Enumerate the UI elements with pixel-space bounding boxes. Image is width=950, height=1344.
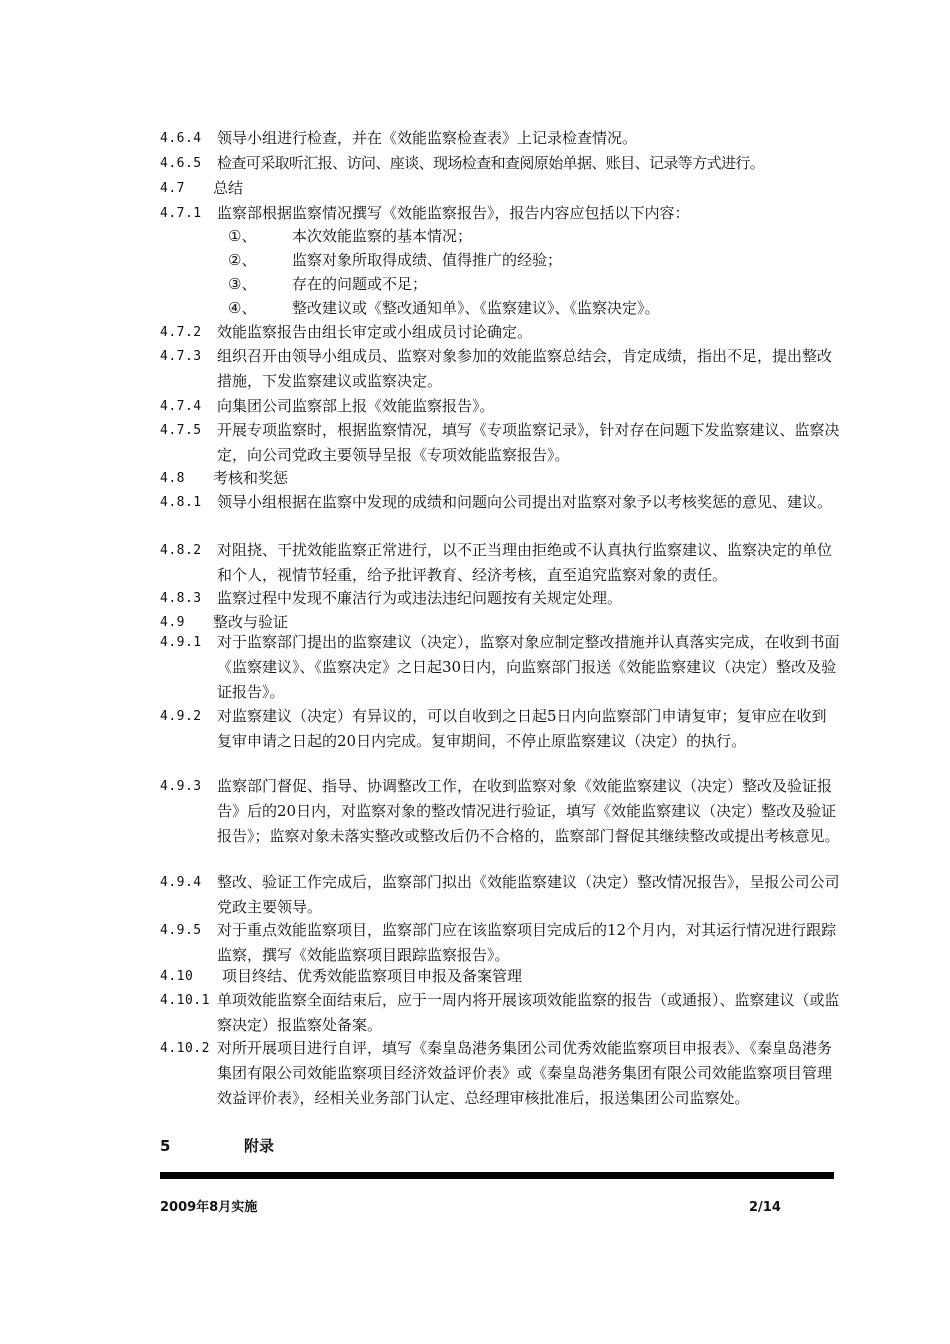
clause-text: 对监察建议（决定）有异议的，可以自收到之日起5日内向监察部门申请复审；复审应在收到复审申请之日起的20日内完成。复审期间，不停止原监察建议（决定）的执行。 xyxy=(217,707,827,750)
clause-number: 4.8.1 xyxy=(160,495,202,510)
clause-text: 开展专项监察时，根据监察情况，填写《专项监察记录》，针对存在问题下发监察建议、监察决定，向公司党政主要领导呈报《专项效能监察报告》。 xyxy=(217,421,840,464)
clause-number: 4.9.3 xyxy=(160,779,202,794)
clause-text: 监察部根据监察情况撰写《效能监察报告》，报告内容应包括以下内容： xyxy=(217,204,690,222)
clause-text: 对于监察部门提出的监察建议（决定），监察对象应制定整改措施并认真落实完成，在收到书面《监察建议》、《监察决定》之日起30日内，向监察部门报送《效能监察建议（决定）整改及验证报告》。 xyxy=(217,633,840,701)
clause-text: 对于重点效能监察项目，监察部门应在该监察项目完成后的12个月内，对其运行情况进行跟踪监察，撰写《效能监察项目跟踪监察报告》。 xyxy=(217,921,837,964)
clause-number: 4.10.2 xyxy=(160,1041,210,1056)
clause-4-7-3 xyxy=(160,344,840,394)
list-text: 整改建议或《整改通知单》、《监察建议》、《监察决定》。 xyxy=(292,299,660,317)
list-marker: ②、 xyxy=(228,251,257,269)
clause-4-6-4 xyxy=(160,126,840,151)
section-number: 5 xyxy=(160,1137,171,1155)
section-title: 项目终结、优秀效能监察项目申报及备案管理 xyxy=(222,967,523,985)
clause-4-9-4 xyxy=(160,870,840,920)
clause-text: 整改、验证工作完成后，监察部门拟出《效能监察建议（决定）整改情况报告》，呈报公司公司党政主要领导。 xyxy=(217,873,840,916)
section-title: 整改与验证 xyxy=(213,613,289,631)
clause-number: 4.7.4 xyxy=(160,399,202,414)
clause-number: 4.9.1 xyxy=(160,635,202,650)
list-text: 存在的问题或不足； xyxy=(292,275,428,293)
footer-implementation-date: 2009年8月实施 xyxy=(160,1200,258,1215)
clause-4-7-4 xyxy=(160,394,840,419)
clause-4-8-1 xyxy=(160,490,840,515)
clause-text: 监察部门督促、指导、协调整改工作，在收到监察对象《效能监察建议（决定）整改及验证报告》后的20日内，对监察对象的整改情况进行验证，填写《效能监察建议（决定）整改及验证报告》；监察对象未落实整改或整改后仍不合格的，监察部门督促其继续整改或提出考核意见。 xyxy=(217,777,840,845)
clause-4-9-1 xyxy=(160,630,840,705)
clause-4-9-5 xyxy=(160,918,840,968)
clause-text: 领导小组根据在监察中发现的成绩和问题向公司提出对监察对象予以考核奖惩的意见、建议。 xyxy=(217,493,833,511)
footer-rule xyxy=(160,1172,834,1179)
list-text: 本次效能监察的基本情况； xyxy=(292,227,473,245)
clause-text: 对阻挠、干扰效能监察正常进行，以不正当理由拒绝或不认真执行监察建议、监察决定的单位和个人，视情节轻重，给予批评教育、经济考核，直至追究监察对象的责任。 xyxy=(217,541,833,584)
clause-number: 4.7.5 xyxy=(160,423,202,438)
clause-4-10-2 xyxy=(160,1036,840,1111)
clause-number: 4.9.4 xyxy=(160,875,202,890)
clause-4-6-5 xyxy=(160,151,840,176)
section-4-10 xyxy=(160,964,840,989)
clause-number: 4.7.1 xyxy=(160,206,202,221)
clause-text: 组织召开由领导小组成员、监察对象参加的效能监察总结会，肯定成绩，指出不足，提出整改措施，下发监察建议或监察决定。 xyxy=(217,347,833,390)
footer-page-number: 2/14 xyxy=(749,1200,781,1215)
section-4-8 xyxy=(160,466,840,491)
list-marker: ④、 xyxy=(228,299,257,317)
clause-text: 单项效能监察全面结束后，应于一周内将开展该项效能监察的报告（或通报）、监察建议（或监察决定）报监察处备案。 xyxy=(217,991,840,1034)
section-4-7 xyxy=(160,176,840,201)
section-number: 4.7 xyxy=(160,181,185,196)
clause-number: 4.7.3 xyxy=(160,349,202,364)
clause-4-9-3 xyxy=(160,774,840,849)
clause-text: 检查可采取听汇报、访问、座谈、现场检查和查阅原始单据、账目、记录等方式进行。 xyxy=(217,154,765,172)
clause-4-7-1 xyxy=(160,201,840,226)
clause-4-8-3 xyxy=(160,586,840,611)
clause-number: 4.9.5 xyxy=(160,923,202,938)
section-title: 附录 xyxy=(244,1137,275,1155)
section-title: 总结 xyxy=(213,179,244,197)
clause-number: 4.8.2 xyxy=(160,543,202,558)
section-number: 4.10 xyxy=(160,969,194,984)
clause-4-9-2 xyxy=(160,704,840,754)
clause-number: 4.10.1 xyxy=(160,993,210,1008)
clause-4-7-5 xyxy=(160,418,840,468)
clause-number: 4.6.5 xyxy=(160,156,202,171)
list-marker: ③、 xyxy=(228,275,257,293)
list-text: 监察对象所取得成绩、值得推广的经验； xyxy=(292,251,563,269)
section-number: 4.9 xyxy=(160,615,185,630)
section-number: 4.8 xyxy=(160,471,185,486)
clause-4-8-2 xyxy=(160,538,840,588)
clause-number: 4.6.4 xyxy=(160,131,202,146)
clause-text: 监察过程中发现不廉洁行为或违法违纪问题按有关规定处理。 xyxy=(217,589,623,607)
section-title: 考核和奖惩 xyxy=(213,469,289,487)
list-marker: ①、 xyxy=(228,227,257,245)
clause-text: 对所开展项目进行自评，填写《秦皇岛港务集团公司优秀效能监察项目申报表》、《秦皇岛港务集团有限公司效能监察项目经济效益评价表》或《秦皇岛港务集团有限公司效能监察项目管理效益评价表》，经相关业务部门认定、总经理审核批准后，报送集团公司监察处。 xyxy=(217,1039,833,1107)
clause-number: 4.9.2 xyxy=(160,709,202,724)
clause-text: 领导小组进行检查，并在《效能监察检查表》上记录检查情况。 xyxy=(217,129,638,147)
clause-number: 4.8.3 xyxy=(160,591,202,606)
clause-number: 4.7.2 xyxy=(160,325,202,340)
clause-text: 向集团公司监察部上报《效能监察报告》。 xyxy=(217,397,495,415)
clause-text: 效能监察报告由组长审定或小组成员讨论确定。 xyxy=(217,323,533,341)
clause-4-10-1 xyxy=(160,988,840,1038)
clause-4-7-2 xyxy=(160,320,840,345)
